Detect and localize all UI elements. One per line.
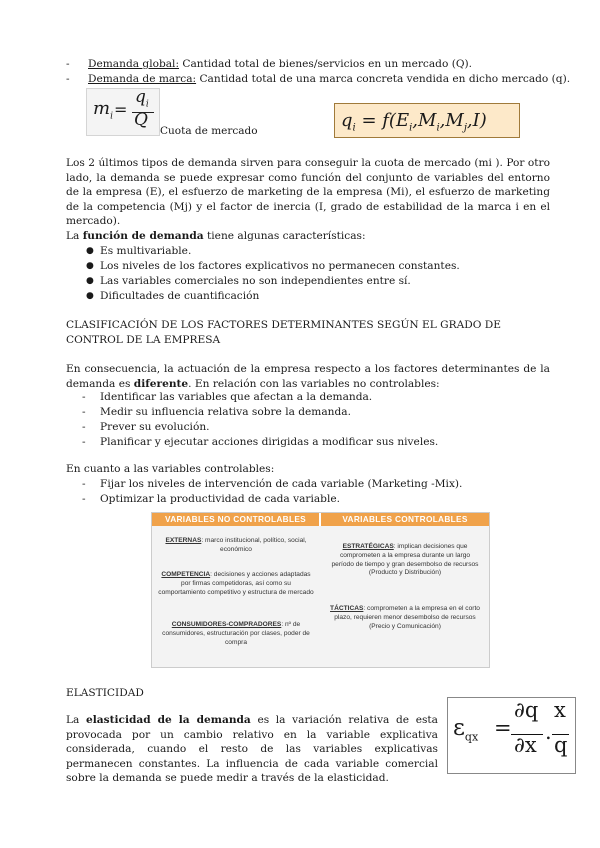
formula-den2: q [554,733,568,757]
table-header-non-controllable: VARIABLES NO CONTROLABLES [152,513,319,526]
list-item-text: Prever su evolución. [100,421,210,433]
paragraph-elasticity [66,713,438,786]
variables-table [151,512,490,668]
list-item-text: Es multivariable. [100,245,192,257]
section-heading-classification: CLASIFICACIÓN DE LOS FACTORES DETERMINANTES SEGÚN EL GRADO DE CONTROL DE LA EMPRESA [66,319,502,346]
formula-lhs: $m_i$ [93,98,113,122]
formula-part: = f(E [355,110,410,131]
formula-part: ,M [412,110,437,131]
formula-dot: . [545,720,552,744]
term-demanda-marca: Demanda de marca: [88,73,197,85]
cell-text: : nº de consumidores, estructuración por clases, poder de compra [162,621,310,646]
list-item-text: Identificar las variables que afectan a la demanda. [100,391,373,403]
table-cell-estrategicas [328,543,482,578]
formula-denominator: Q [134,110,148,130]
term-demanda-global: Demanda global: [88,58,180,70]
list-item-text: Dificultades de cuantificación [100,290,260,302]
bold-term: diferente [133,377,189,390]
cell-text: : comprometen a la empresa en el corto plazo, requieren menor desembolso de recursos [334,605,480,621]
formula-den: ∂x [514,733,537,757]
formula-q: q [341,110,353,131]
bullet-dot: ● [86,261,94,271]
formula-equals: = [494,716,512,740]
definition-text: Cantidad total de bienes/servicios en un mercado (Q). [179,58,473,70]
bullet-dot: ● [86,291,94,301]
bullet-dot: ● [86,246,94,256]
list-item-text: Las variables comerciales no son independientes entre sí. [100,275,411,287]
formula-sub: j [463,122,467,134]
list-item [82,435,542,450]
cell-term: ESTRATÉGICAS [342,543,394,550]
bullet-text [88,57,472,72]
text: . En relación con las variables no controlables: [188,377,440,390]
list-item-text: Planificar y ejecutar acciones dirigidas a modificar sus niveles. [100,436,439,448]
bullet-demanda-marca [66,72,571,87]
formula-part: ,M [439,110,464,131]
cell-term: TÁCTICAS [330,605,364,612]
formula-elasticity [447,697,576,774]
formula-num2: x [554,698,566,722]
paragraph-consequence [66,362,550,391]
formula-sub: i [352,122,356,134]
table-cell-consumidores [158,621,314,647]
table-cell-competencia [158,571,314,597]
dash-marker: - [82,436,86,448]
list-item [82,477,542,492]
formula-epsilon: $\varepsilon_{qx}$ [453,715,479,744]
dash-marker: - [82,478,86,490]
bullet-text [88,72,570,87]
text: La [66,230,83,242]
list-item-text: Los niveles de los factores explicativos no permanecen constantes. [100,260,460,272]
bullet-dot: ● [86,276,94,286]
text: La [66,714,86,726]
paragraph-controllable: En cuanto a las variables controlables: [66,463,275,475]
list-item [82,420,542,435]
paragraph-demand-function [66,229,550,244]
dash-marker: - [66,73,70,85]
formula-numerator: $q_i$ [135,87,149,110]
list-item-text: Fijar los niveles de intervención de cada variable (Marketing -Mix). [100,478,463,490]
dash-marker: - [82,391,86,403]
dash-marker: - [82,493,86,505]
list-item [82,492,542,507]
formula-equals: = [114,100,128,119]
section-heading-elasticity: ELASTICIDAD [66,687,144,699]
list-item-text: Optimizar la productividad de cada variable. [100,493,340,505]
text: tiene algunas características: [203,230,366,242]
definition-text: Cantidad total de una marca concreta vendida en dicho mercado (q). [196,73,571,85]
dash-marker: - [82,406,86,418]
text: es la variación relativa de esta provocada por un cambio relativo en la variable explicativa considerada, cuando el resto de las variables explicativas permanecen constantes. La influencia de cada variable comercial sobre la demanda se puede medir a través de la elasticidad. [66,714,438,784]
table-header-controllable: VARIABLES CONTROLABLES [321,513,489,526]
bold-term: elasticidad de la demanda [86,714,251,726]
formula-sub: i [436,122,440,134]
cell-term: EXTERNAS [165,537,202,544]
cell-text: : decisiones y acciones adaptadas por firmas competidoras, así como su comportamiento competitivo y estructura de mercado [158,571,314,596]
bold-term: función de demanda [82,230,204,242]
table-cell-tacticas [328,605,482,631]
bullet-demanda-global [66,57,566,72]
table-cell-externas [158,537,314,555]
list-item [82,405,542,420]
formula-market-share [86,88,160,136]
paragraph-demand-expression: Los 2 últimos tipos de demanda sirven para conseguir la cuota de mercado (mi ). Por otro lado, la demanda se puede expresar como función del conjunto de variables del entorno de la empresa (E), el esfuerzo de marketing de la empresa (Mi), el esfuerzo de marketing de la competencia (Mj) y el factor de inercia (I, grado de estabilidad de la marca i en el mercado). [66,157,550,227]
formula-part: ,I) [466,110,487,131]
cell-note: (Producto y Distribución) [368,569,442,577]
header-divider [319,513,321,526]
dash-marker: - [66,58,70,70]
cell-note: (Precio y Comunicación) [369,622,441,630]
cell-text: : implican decisiones que comprometen a la empresa durante un largo período de tiempo y gran desembolso de recursos [331,543,479,568]
cell-term: CONSUMIDORES-COMPRADORES [171,621,282,628]
formula-sub: i [409,122,413,134]
text: En consecuencia, la actuación de la empresa respecto a los factores determinantes de la demanda es [66,363,550,390]
list-item-text: Medir su influencia relativa sobre la demanda. [100,406,351,418]
formula-num: ∂q [514,698,539,722]
formula-demand-function [334,103,520,138]
cell-term: COMPETENCIA [161,571,211,578]
formula-caption: Cuota de mercado [160,125,258,137]
cell-text: : marco institucional, político, social, económico [201,537,307,553]
list-item [82,390,542,405]
dash-marker: - [82,421,86,433]
